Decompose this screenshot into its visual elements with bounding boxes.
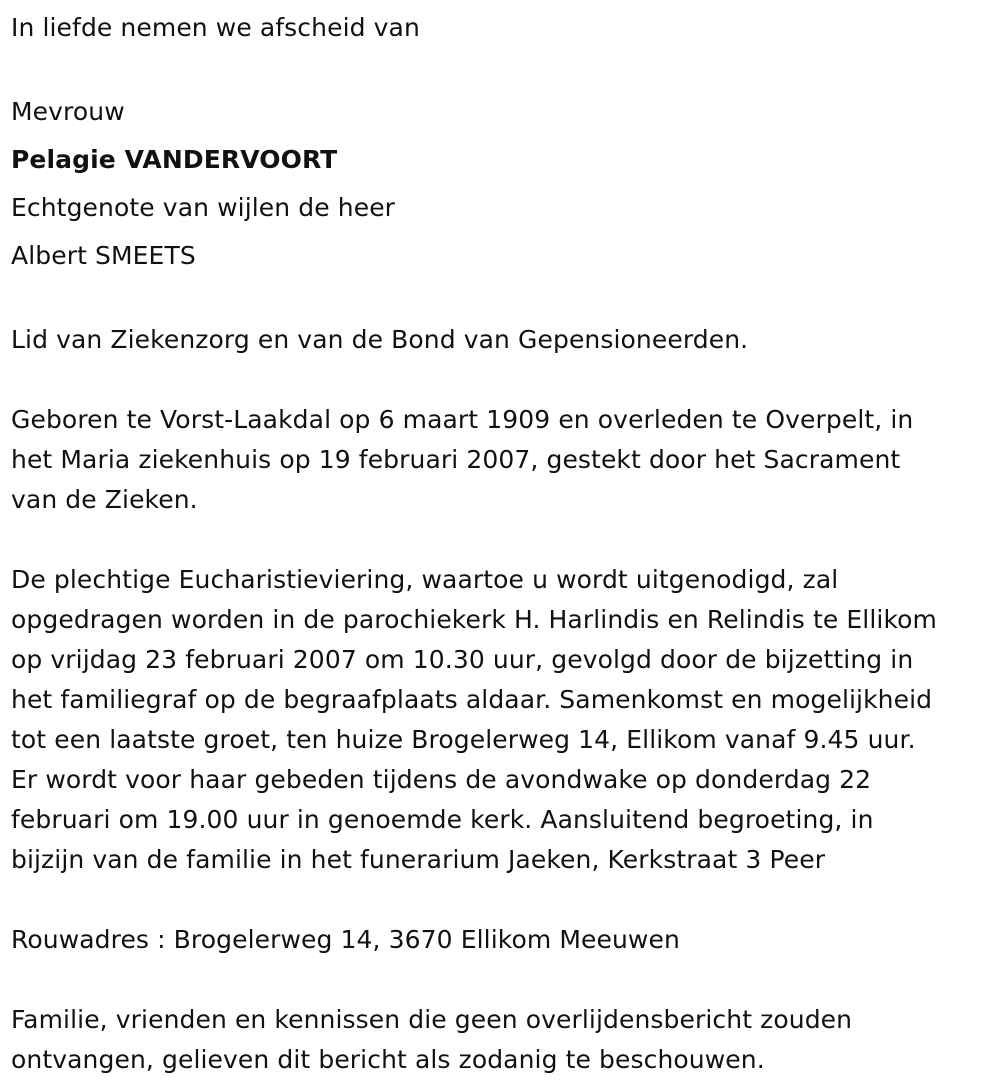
spacer (11, 360, 991, 400)
spacer (11, 48, 991, 88)
salutation: Mevrouw (11, 97, 125, 126)
paragraph-line: tot een laatste groet, ten huize Brogelerweg 14, Ellikom vanaf 9.45 uur. (11, 725, 916, 754)
paragraph-line: opgedragen worden in de parochiekerk H. Harlindis en Relindis te Ellikom (11, 605, 937, 634)
paragraph-line: het Maria ziekenhuis op 19 februari 2007, gestekt door het Sacrament (11, 445, 901, 474)
deceased-name: Pelagie VANDERVOORT (11, 145, 338, 174)
closing-paragraph (11, 1000, 991, 1080)
paragraph-line: De plechtige Eucharistieviering, waartoe u wordt uitgenodigd, zal (11, 565, 839, 594)
spouse-line: Echtgenote van wijlen de heer (11, 193, 396, 222)
paragraph-line: Er wordt voor haar gebeden tijdens de avondwake op donderdag 22 (11, 765, 872, 794)
paragraph-line: van de Zieken. (11, 485, 198, 514)
service-paragraph (11, 560, 991, 880)
mourning-address: Rouwadres : Brogelerweg 14, 3670 Ellikom Meeuwen (11, 925, 680, 954)
spacer (11, 520, 991, 560)
intro-line: In liefde nemen we afscheid van (11, 13, 420, 42)
paragraph-line: Geboren te Vorst-Laakdal op 6 maart 1909 en overleden te Overpelt, in (11, 405, 914, 434)
spacer (11, 280, 991, 320)
paragraph-line: bijzijn van de familie in het funerarium Jaeken, Kerkstraat 3 Peer (11, 845, 826, 874)
paragraph-line: Familie, vrienden en kennissen die geen overlijdensbericht zouden (11, 1005, 853, 1034)
spacer (11, 960, 991, 1000)
birth-paragraph (11, 400, 991, 520)
paragraph-line: ontvangen, gelieven dit bericht als zodanig te beschouwen. (11, 1045, 765, 1074)
paragraph-line: februari om 19.00 uur in genoemde kerk. Aansluitend begroeting, in (11, 805, 874, 834)
paragraph-line: het familiegraf op de begraafplaats aldaar. Samenkomst en mogelijkheid (11, 685, 933, 714)
membership-line: Lid van Ziekenzorg en van de Bond van Gepensioneerden. (11, 325, 749, 354)
spacer (11, 880, 991, 920)
paragraph-line: op vrijdag 23 februari 2007 om 10.30 uur, gevolgd door de bijzetting in (11, 645, 914, 674)
spouse-name: Albert SMEETS (11, 241, 196, 270)
obituary-document (11, 8, 991, 1080)
